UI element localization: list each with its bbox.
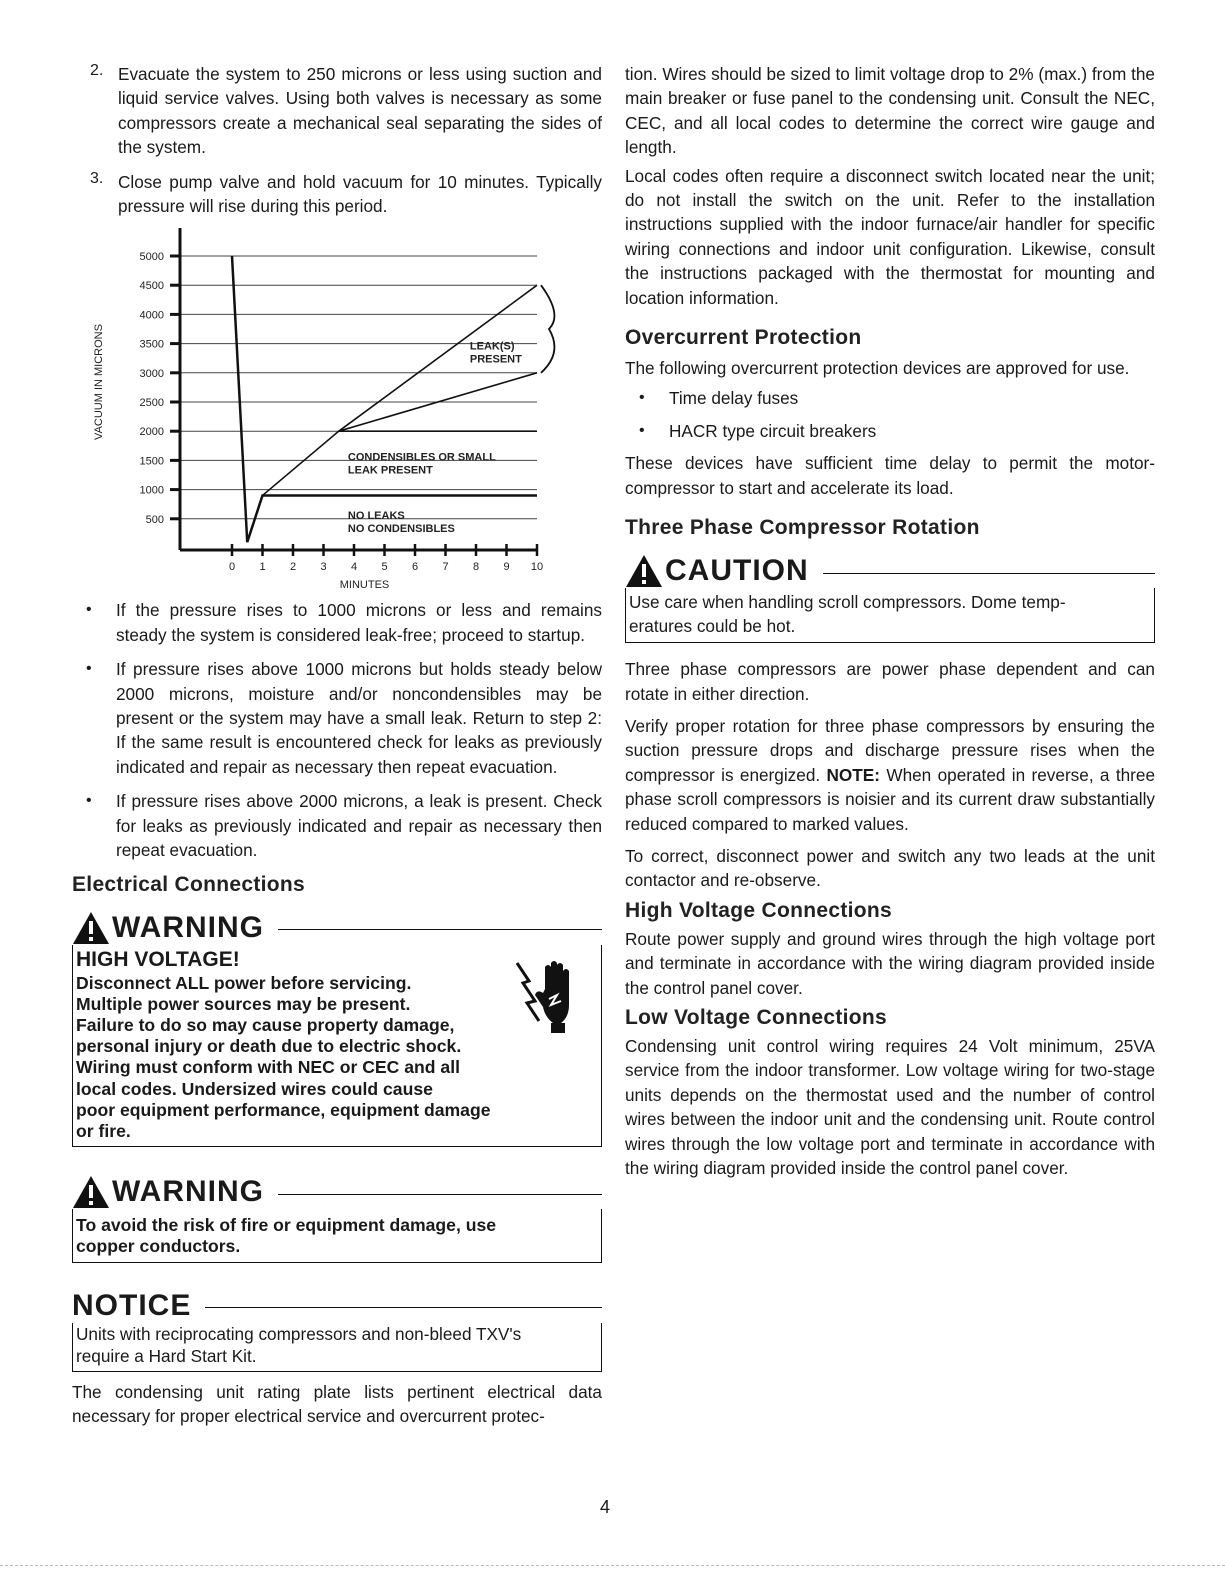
chart-annotation: LEAK PRESENT [347, 464, 433, 477]
step-2 [72, 62, 602, 160]
vacuum-chart-svg [92, 228, 562, 598]
x-tick-label: 8 [472, 561, 480, 574]
notice-body [72, 1323, 602, 1372]
warning-line: Disconnect ALL power before servicing. [76, 972, 412, 993]
disconnect-paragraph: Local codes often require a disconnect switch located near the unit; do not install the switch on the unit. Refer to the installation instructions supplied with the indoor furnace/air handler for specific wiring connections and indoor unit configuration. Likewise, consult the instructions packaged with the thermostat for mounting and location information. [625, 165, 1155, 308]
bullet-dot: • [86, 601, 92, 619]
caution-line: Use care when handling scroll compressors. Dome temp- [629, 592, 1066, 613]
bullet-text: If the pressure rises to 1000 microns or less and remains steady the system is considered leak-free; proceed to startup. [116, 600, 602, 645]
chart-annotation: LEAK(S) [469, 340, 515, 353]
warning-line: local codes. Undersized wires could cause [76, 1078, 433, 1099]
overcurrent-protection-heading: Overcurrent Protection [625, 326, 862, 350]
left-column [72, 62, 602, 1428]
vacuum-chart [92, 228, 562, 598]
series-line [232, 256, 537, 542]
three-phase-para-1: Three phase compressors are power phase dependent and can rotate in either direction. [625, 659, 1155, 704]
electric-shock-hand-icon [513, 959, 583, 1035]
overcurrent-list [625, 386, 1155, 443]
high-voltage-warning [72, 911, 602, 1148]
bullet-dot: • [639, 389, 645, 407]
header-rule [823, 573, 1155, 574]
y-axis-label: VACUUM IN MICRONS [93, 324, 105, 441]
x-axis-label: MINUTES [339, 579, 390, 592]
warning-line: Multiple power sources may be present. [76, 993, 411, 1014]
caution-line: eratures could be hot. [629, 616, 796, 637]
bullet-text: If pressure rises above 2000 microns, a leak is present. Check for leaks as previously indicated and repair as necessary then repeat evacuation. [116, 791, 602, 861]
bullet-dot: • [86, 660, 92, 678]
bullet-item [72, 598, 602, 647]
step-number: 2. [90, 62, 104, 79]
step-text: Evacuate the system to 250 microns or less using suction and liquid service valves. Using both valves is necessary as some compressors create a mechanical seal separating the sides of the system. [118, 64, 602, 158]
y-tick-label: 3500 [139, 339, 164, 352]
warning-line: Wiring must conform with NEC or CEC and all [76, 1057, 460, 1078]
low-voltage-heading: Low Voltage Connections [625, 1005, 888, 1029]
high-voltage-paragraph: Route power supply and ground wires through the high voltage port and terminate in accordance with the wiring diagram provided inside the control panel cover. [625, 928, 1155, 998]
y-tick-label: 1500 [139, 455, 164, 468]
warning-line: Failure to do so may cause property damage, [76, 1014, 455, 1035]
bullet-text: If pressure rises above 1000 microns but holds steady below 2000 microns, moisture and/or noncondensibles may be present or the system may have a small leak. Return to step 2: If the same result is encountered check for leaks as previously indicated and repair as necessary then repeat evacuation. [116, 659, 602, 777]
three-phase-text: Verify proper rotation for three phase compressors by ensuring the suction pressure drops and discharge pressure rises when the compressor is energized. [625, 715, 1155, 785]
warning-line: To avoid the risk of fire or equipment damage, use [76, 1215, 497, 1236]
overcurrent-intro: The following overcurrent protection devices are approved for use. [625, 358, 1130, 379]
warning-body [72, 945, 602, 1148]
list-item-text: Time delay fuses [669, 388, 799, 409]
notice-header [72, 1289, 602, 1323]
warning-line: or fire. [76, 1120, 131, 1141]
header-rule [205, 1307, 602, 1308]
warning-line: poor equipment performance, equipment damage [76, 1099, 491, 1120]
warning-header [72, 1175, 602, 1209]
y-tick-label: 3000 [139, 368, 164, 381]
y-tick-label: 4500 [139, 280, 164, 293]
overcurrent-after: These devices have sufficient time delay to permit the motor-compressor to start and accelerate its load. [625, 453, 1155, 498]
x-tick-label: 10 [530, 561, 544, 574]
caution-header [625, 554, 1155, 588]
three-phase-para-2 [625, 714, 1155, 836]
warning-body [72, 1209, 602, 1262]
x-tick-label: 0 [228, 561, 236, 574]
three-phase-para-3: To correct, disconnect power and switch any two leads at the unit contactor and re-observe. [625, 845, 1155, 891]
x-tick-label: 1 [259, 561, 266, 574]
y-tick-label: 2500 [139, 397, 164, 410]
list-item [625, 386, 1155, 410]
warning-word: WARNING [112, 1175, 264, 1209]
y-tick-label: 1000 [139, 485, 164, 498]
caution-word: CAUTION [665, 554, 809, 588]
notice-line: Units with reciprocating compressors and non-bleed TXV's [76, 1323, 522, 1344]
three-phase-heading: Three Phase Compressor Rotation [625, 516, 980, 540]
chart-annotation: NO CONDENSIBLES [347, 523, 455, 536]
high-voltage-heading: High Voltage Connections [625, 898, 892, 922]
three-phase-text: When operated in reverse, a three phase scroll compressors is noisier and its current draw substantially reduced compared to marked values. [625, 764, 1156, 834]
wire-sizing-paragraph: tion. Wires should be sized to limit voltage drop to 2% (max.) from the main breaker or fuse panel to the condensing unit. Consult the NEC, CEC, and all local codes to determine the correct wire gauge and length. [625, 64, 1155, 158]
warning-line: copper conductors. [76, 1236, 241, 1257]
warning-triangle-icon [72, 911, 110, 945]
y-tick-label: 2000 [139, 426, 164, 439]
header-rule [278, 929, 602, 930]
x-tick-label: 6 [411, 561, 419, 574]
notice-word: NOTICE [72, 1288, 192, 1322]
leak-brace [541, 286, 554, 374]
bullet-dot: • [86, 792, 92, 810]
low-voltage-paragraph: Condensing unit control wiring requires 24 Volt minimum, 25VA service from the indoor transformer. Low voltage wiring for two-stage units depends on the thermostat used and the number of control wires between the indoor unit and the condensing unit. Route control wires through the low voltage port and terminate in accordance with the wiring diagram provided inside the control panel cover. [625, 1035, 1155, 1178]
chart-annotation: CONDENSIBLES OR SMALL [347, 451, 496, 464]
list-item [625, 419, 1155, 443]
warning-header [72, 911, 602, 945]
step-number: 3. [90, 169, 104, 187]
chart-annotation: PRESENT [469, 353, 522, 366]
bottom-rule [0, 1565, 1225, 1566]
chart-annotation: NO LEAKS [347, 510, 405, 523]
step-3 [72, 170, 602, 219]
right-column [625, 62, 1155, 1180]
hard-start-notice [72, 1289, 602, 1372]
warning-triangle-icon [72, 1175, 110, 1209]
x-tick-label: 9 [503, 561, 510, 574]
y-tick-label: 4000 [139, 309, 164, 322]
caution-body [625, 588, 1155, 643]
copper-conductors-warning [72, 1175, 602, 1262]
bullet-dot: • [639, 421, 645, 439]
list-item-text: HACR type circuit breakers [669, 420, 877, 441]
x-tick-label: 3 [320, 561, 327, 574]
x-tick-label: 4 [350, 561, 358, 574]
header-rule [278, 1194, 602, 1195]
y-tick-label: 500 [145, 514, 164, 527]
y-tick-label: 5000 [139, 251, 164, 264]
note-label: NOTE: [826, 764, 880, 785]
bullet-item [72, 657, 602, 779]
page-number: 4 [600, 1497, 611, 1517]
electrical-connections-heading: Electrical Connections [72, 872, 305, 896]
closing-paragraph: The condensing unit rating plate lists pertinent electrical data necessary for proper electrical service and overcurrent protec- [72, 1381, 602, 1426]
x-tick-label: 7 [442, 561, 449, 574]
x-tick-label: 2 [289, 561, 297, 574]
step-text: Close pump valve and hold vacuum for 10 minutes. Typically pressure will rise during this period. [118, 171, 602, 217]
scroll-compressor-caution [625, 554, 1155, 643]
bullet-item [72, 789, 602, 862]
warning-triangle-icon [625, 554, 663, 588]
warning-word: WARNING [112, 910, 264, 944]
warning-title: HIGH VOLTAGE! [76, 947, 240, 971]
x-tick-label: 5 [381, 561, 388, 574]
notice-line: require a Hard Start Kit. [76, 1345, 257, 1366]
warning-line: personal injury or death due to electric shock. [76, 1036, 462, 1057]
